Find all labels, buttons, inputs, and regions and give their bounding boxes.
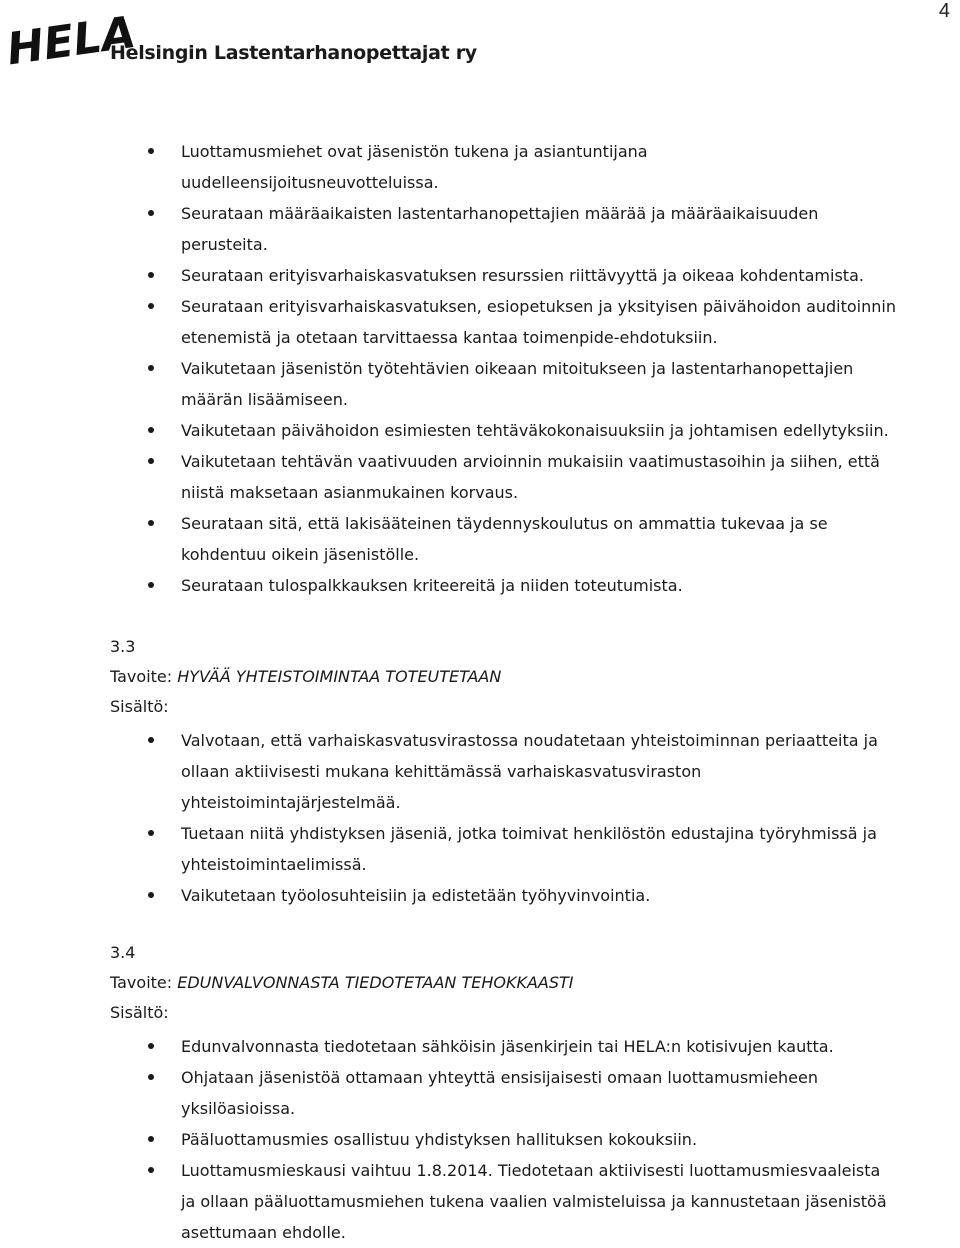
bullet-icon xyxy=(148,520,154,526)
bullet-icon xyxy=(148,1074,154,1080)
list-item xyxy=(148,260,956,291)
section-3-3-number: 3.3 xyxy=(110,637,136,656)
bullet-icon xyxy=(148,1167,154,1173)
hela-logo xyxy=(3,6,139,76)
list-item-text: Seurataan erityisvarhaiskasvatuksen, esiopetuksen ja yksityisen päivähoidon auditoinnin etenemistä ja otetaan tarvittaessa kantaa toimenpide-ehdotuksiin. xyxy=(181,297,896,347)
list-item-text: Pääluottamusmies osallistuu yhdistyksen hallituksen kokouksiin. xyxy=(181,1130,698,1149)
section-3-3-content-label: Sisältö: xyxy=(110,697,169,716)
list-item xyxy=(148,880,956,911)
bullet-icon xyxy=(148,458,154,464)
list-item xyxy=(148,446,956,508)
list-item-text: Luottamusmieskausi vaihtuu 1.8.2014. Tiedotetaan aktiivisesti luottamusmiesvaaleista ja ollaan pääluottamusmiehen tukena vaalien valmisteluissa ja kannustetaan jäsenistöä asettumaan ehdolle. xyxy=(181,1161,887,1242)
list-item-text: Vaikutetaan tehtävän vaativuuden arvioinnin mukaisiin vaatimustasoihin ja siihen, että niistä maksetaan asianmukainen korvaus. xyxy=(181,452,880,502)
goal-title: EDUNVALVONNASTA TIEDOTETAAN TEHOKKAASTI xyxy=(177,973,574,992)
list-item xyxy=(148,1062,956,1124)
organization-name: Helsingin Lastentarhanopettajat ry xyxy=(110,42,477,64)
bullet-icon xyxy=(148,737,154,743)
list-item xyxy=(148,1124,956,1155)
goal-title: HYVÄÄ YHTEISTOIMINTAA TOTEUTETAAN xyxy=(177,667,502,686)
list-item-text: Seurataan tulospalkkauksen kriteereitä ja niiden toteutumista. xyxy=(181,576,683,595)
list-item xyxy=(148,136,956,198)
bullet-icon xyxy=(148,1136,154,1142)
list-item-text: Vaikutetaan jäsenistön työtehtävien oikeaan mitoitukseen ja lastentarhanopettajien määrän lisäämiseen. xyxy=(181,359,854,409)
bullet-icon xyxy=(148,582,154,588)
bullet-icon xyxy=(148,892,154,898)
list-item xyxy=(148,508,956,570)
list-item-text: Vaikutetaan työolosuhteisiin ja edistetään työhyvinvointia. xyxy=(181,886,651,905)
list-item-text: Seurataan määräaikaisten lastentarhanopettajien määrää ja määräaikaisuuden perusteita. xyxy=(181,204,819,254)
bullet-list-3-4 xyxy=(148,1031,956,1248)
list-item xyxy=(148,291,956,353)
list-item-text: Seurataan sitä, että lakisääteinen täydennyskoulutus on ammattia tukevaa ja se kohdentuu oikein jäsenistölle. xyxy=(181,514,828,564)
list-item-text: Vaikutetaan päivähoidon esimiesten tehtäväkokonaisuuksiin ja johtamisen edellytyksiin. xyxy=(181,421,889,440)
bullet-icon xyxy=(148,272,154,278)
goal-prefix: Tavoite: xyxy=(110,973,178,992)
page-number: 4 xyxy=(938,0,950,22)
list-item xyxy=(148,1031,956,1062)
list-item xyxy=(148,353,956,415)
list-item xyxy=(148,1155,956,1248)
bullet-icon xyxy=(148,427,154,433)
list-item xyxy=(148,818,956,880)
list-item-text: Edunvalvonnasta tiedotetaan sähköisin jäsenkirjein tai HELA:n kotisivujen kautta. xyxy=(181,1037,834,1056)
list-item-text: Ohjataan jäsenistöä ottamaan yhteyttä ensisijaisesti omaan luottamusmieheen yksilöasioissa. xyxy=(181,1068,818,1118)
list-item-text: Valvotaan, että varhaiskasvatusvirastossa noudatetaan yhteistoiminnan periaatteita ja ollaan aktiivisesti mukana kehittämässä varhaiskasvatusviraston yhteistoimintajärjestelmää. xyxy=(181,731,878,812)
bullet-list-1 xyxy=(148,136,956,601)
page-header xyxy=(0,0,960,80)
bullet-list-3-3 xyxy=(148,725,956,911)
list-item-text: Seurataan erityisvarhaiskasvatuksen resurssien riittävyyttä ja oikeaa kohdentamista. xyxy=(181,266,864,285)
bullet-icon xyxy=(148,830,154,836)
list-item xyxy=(148,725,956,818)
section-3-4-content-label: Sisältö: xyxy=(110,1003,169,1022)
section-3-4-number: 3.4 xyxy=(110,943,136,962)
list-item-text: Tuetaan niitä yhdistyksen jäseniä, jotka toimivat henkilöstön edustajina työryhmissä ja yhteistoimintaelimissä. xyxy=(181,824,877,874)
bullet-icon xyxy=(148,148,154,154)
list-item xyxy=(148,570,956,601)
section-3-4-goal xyxy=(110,972,574,994)
bullet-icon xyxy=(148,1043,154,1049)
bullet-icon xyxy=(148,210,154,216)
bullet-icon xyxy=(148,303,154,309)
list-item xyxy=(148,198,956,260)
bullet-icon xyxy=(148,365,154,371)
section-3-3-goal xyxy=(110,666,501,688)
goal-prefix: Tavoite: xyxy=(110,667,178,686)
logo-text: HELA xyxy=(3,6,139,76)
list-item-text: Luottamusmiehet ovat jäsenistön tukena ja asiantuntijana uudelleensijoitusneuvotteluissa. xyxy=(181,142,648,192)
list-item xyxy=(148,415,956,446)
